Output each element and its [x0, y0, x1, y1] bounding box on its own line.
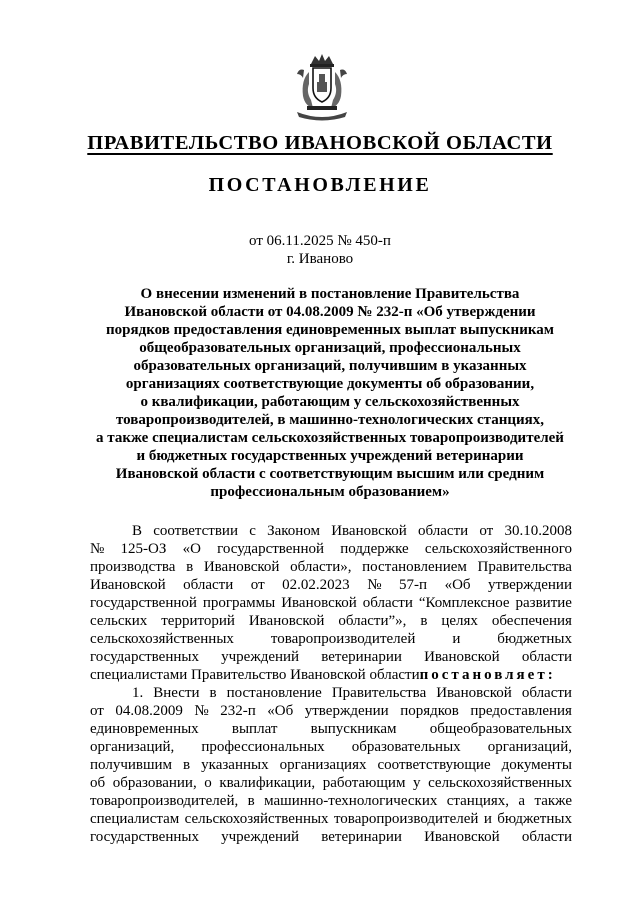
word: предоставления — [470, 703, 572, 719]
word: от — [479, 523, 494, 539]
word: профессиональных — [201, 739, 325, 755]
title-line: порядков предоставления единовременных выплат выпускникам — [106, 322, 554, 338]
word: выплат — [231, 721, 278, 737]
title-line: общеобразовательных организаций, профессиональных — [139, 340, 521, 356]
word: Ивановской — [331, 523, 407, 539]
word: учреждений — [221, 829, 300, 845]
word: «Об — [444, 577, 471, 593]
word: 1. — [132, 685, 144, 701]
city: г. Иваново — [286, 251, 354, 267]
word: государственных — [90, 829, 199, 845]
word: товаропроизводителей, — [90, 793, 239, 809]
word: постановлением — [362, 559, 467, 575]
word: и — [452, 631, 461, 647]
paragraph-line — [90, 594, 572, 612]
paragraph-line — [90, 756, 572, 774]
resolve-word: постановляет: — [419, 667, 556, 683]
word: поддержке — [340, 541, 409, 557]
word: у — [413, 775, 421, 791]
document-body — [90, 522, 572, 846]
word: в — [247, 793, 255, 809]
word: развитие — [515, 595, 572, 611]
paragraph-line — [90, 630, 572, 648]
word: программы — [202, 595, 276, 611]
word: № — [367, 577, 382, 593]
word: 04.08.2009 — [115, 703, 183, 719]
title-line: и бюджетных государственных учреждений ветеринарии — [136, 448, 524, 464]
word: постановление — [226, 685, 322, 701]
word: Ивановской — [281, 595, 357, 611]
word: В — [132, 523, 143, 539]
word: сельскохозяйственного — [424, 541, 572, 557]
word: учреждений — [221, 649, 300, 665]
paragraph-preamble — [90, 522, 572, 666]
word: сельскохозяйственных — [428, 775, 572, 791]
word: работающим — [322, 775, 406, 791]
title-line: о квалификации, работающим у сельскохозяйственных — [140, 394, 520, 410]
paragraph-line — [90, 792, 572, 810]
title-line: О внесении изменений в постановление Правительства — [140, 286, 520, 302]
word: Правительства — [477, 559, 572, 575]
word: Ивановской — [90, 577, 166, 593]
word: специалистам — [90, 811, 180, 827]
word: области”», — [338, 613, 407, 629]
word: обеспечения — [491, 613, 572, 629]
paragraph-line — [90, 720, 572, 738]
word: сельских — [90, 613, 148, 629]
paragraph-line — [90, 810, 572, 828]
word: 30.10.2008 — [504, 523, 572, 539]
word: утверждении — [488, 577, 572, 593]
word: в — [183, 757, 191, 773]
coat-of-arms-icon — [289, 52, 355, 124]
word: области — [521, 649, 572, 665]
word: сельскохозяйственных — [184, 811, 329, 827]
word: государственных — [90, 649, 199, 665]
word: 57-п — [399, 577, 428, 593]
word: квалификации, — [219, 775, 316, 791]
word: Ивановской — [436, 685, 512, 701]
word: области — [521, 829, 572, 845]
word: получившим — [90, 757, 173, 773]
word: области», — [290, 559, 352, 575]
word: в — [420, 613, 428, 629]
word: также — [534, 793, 572, 809]
word: документы — [501, 757, 572, 773]
word: указанных — [201, 757, 269, 773]
word: от — [250, 577, 265, 593]
paragraph-line — [90, 828, 572, 846]
word: Внести — [153, 685, 200, 701]
word: соответствующие — [377, 757, 491, 773]
word: бюджетных — [497, 631, 572, 647]
word: станциях, — [446, 793, 510, 809]
word: Законом — [267, 523, 320, 539]
word: ветеринарии — [321, 829, 402, 845]
word: выпускникам — [310, 721, 397, 737]
word: целях — [441, 613, 478, 629]
word: 02.02.2023 — [282, 577, 350, 593]
word: о — [204, 775, 212, 791]
title-line: образовательных организаций, получившим в указанных — [133, 358, 527, 374]
title-line: Ивановской области с соответствующим высшим или средним — [115, 466, 545, 482]
word: соответствии — [153, 523, 238, 539]
paragraph-line — [90, 612, 572, 630]
paragraph-line — [90, 738, 572, 756]
word: товаропроизводителей — [333, 811, 479, 827]
word: Ивановской — [203, 559, 280, 575]
word: 232-п — [220, 703, 256, 719]
resolution-title — [80, 285, 580, 501]
word: образовании, — [112, 775, 197, 791]
word: общеобразовательных — [429, 721, 572, 737]
word: товаропроизводителей — [270, 631, 416, 647]
word: в — [209, 685, 217, 701]
paragraph-line — [90, 522, 572, 540]
title-line: Ивановской области от 04.08.2009 № 232-п «Об утверждении — [124, 304, 536, 320]
word: бюджетных — [497, 811, 572, 827]
word: 125-ОЗ — [120, 541, 167, 557]
title-line: организациях соответствующие документы об образовании, — [125, 376, 535, 392]
word: области — [521, 685, 572, 701]
word: утверждении — [304, 703, 389, 719]
word: области — [183, 577, 234, 593]
title-line: профессиональным образованием» — [210, 484, 450, 500]
paragraph-line — [90, 684, 572, 702]
word: Правительства — [331, 685, 427, 701]
paragraph-line — [90, 666, 572, 684]
paragraph-line — [90, 702, 572, 720]
word: организациях — [279, 757, 367, 773]
word: машинно-технологических — [264, 793, 438, 809]
word: Ивановской — [424, 649, 500, 665]
word: в — [186, 559, 194, 575]
title-line: а также специалистам сельскохозяйственных товаропроизводителей — [96, 430, 564, 446]
word: ветеринарии — [321, 649, 402, 665]
word: образовательных — [351, 739, 461, 755]
paragraph-line — [90, 774, 572, 792]
word: «О — [182, 541, 201, 557]
word: “Комплексное — [418, 595, 510, 611]
word: сельскохозяйственных — [90, 631, 234, 647]
word: а — [518, 793, 526, 809]
word: от — [90, 703, 104, 719]
paragraph-item-1 — [90, 684, 572, 846]
word: № — [194, 703, 209, 719]
word: государственной — [217, 541, 325, 557]
word: организаций, — [90, 739, 175, 755]
word: единовременных — [90, 721, 199, 737]
word: территорий — [161, 613, 235, 629]
document-type: ПОСТАНОВЛЕНИЕ — [208, 174, 432, 196]
word: производства — [90, 559, 176, 575]
date-and-number-block — [0, 232, 640, 268]
paragraph-line — [90, 576, 572, 594]
paragraph-line — [90, 540, 572, 558]
date-number: от 06.11.2025 № 450-п — [249, 233, 391, 249]
paragraph-line — [90, 558, 572, 576]
title-line: товаропроизводителей, в машинно-технологических станциях, — [115, 412, 545, 428]
word: Ивановской — [248, 613, 325, 629]
word: порядков — [400, 703, 459, 719]
word: об — [90, 775, 106, 791]
paragraph-line — [90, 648, 572, 666]
word: Ивановской — [424, 829, 500, 845]
word: государственной — [90, 595, 197, 611]
organization-title: ПРАВИТЕЛЬСТВО ИВАНОВСКОЙ ОБЛАСТИ — [87, 132, 553, 154]
line-text: специалистами Правительство Ивановской области — [90, 667, 420, 683]
word: и — [483, 811, 492, 827]
word: организаций, — [487, 739, 572, 755]
word: области — [362, 595, 413, 611]
word: № — [90, 541, 105, 557]
word: области — [418, 523, 469, 539]
word: с — [249, 523, 256, 539]
word: «Об — [267, 703, 294, 719]
